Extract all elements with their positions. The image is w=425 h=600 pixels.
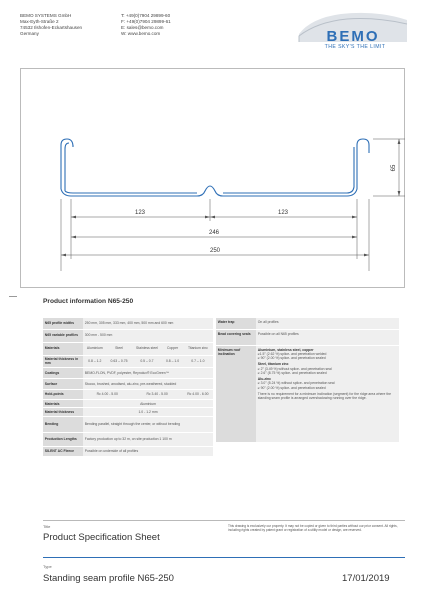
block-line: ≥1.5° (2.62 %) splice- and penetration welded bbox=[257, 351, 327, 356]
row-value: Factory production up to 32 m, on site production 1 100 m bbox=[83, 432, 213, 446]
table-row bbox=[43, 379, 213, 390]
company-street: Max-Eyth-Straße 2 bbox=[20, 19, 59, 24]
dim-middle-label: 246 bbox=[208, 230, 220, 236]
table-row bbox=[43, 368, 213, 379]
table-row bbox=[43, 355, 213, 368]
row-value: Aluminium bbox=[83, 400, 213, 408]
row-value: Possible on underside of all profiles bbox=[83, 446, 213, 456]
block-line: ≥ 90° (2.00 %) splice- and penetration sealed bbox=[257, 385, 326, 390]
dim-height-label: 65 bbox=[391, 164, 397, 172]
block-line: ≥ 3.0° (5.24 %) without splice- and penetration seal bbox=[257, 381, 335, 386]
spec-table-left bbox=[43, 318, 213, 457]
company-fax: F: +49(0)7904 29899-61 bbox=[121, 19, 171, 24]
block-line: ≥ 90° (2.00 %) splice- and penetration sealed bbox=[257, 356, 326, 360]
row-label: Materials bbox=[43, 400, 83, 408]
row-value: 300 mm - 500 mm bbox=[83, 329, 213, 342]
dim-right-label: 123 bbox=[277, 210, 289, 216]
company-country: Germany bbox=[20, 31, 39, 36]
inclination-block-aluminium bbox=[258, 348, 397, 361]
cell: Copper bbox=[162, 342, 182, 355]
bemo-logo-mark bbox=[297, 12, 409, 44]
row-label: Material thickness in mm bbox=[43, 355, 83, 368]
company-email[interactable]: E: sales@bemo.com bbox=[121, 25, 164, 30]
row-label: N65 variable profiles bbox=[43, 329, 83, 342]
table-row bbox=[43, 400, 213, 408]
table-row bbox=[43, 432, 213, 446]
inclination-block-aluzinc bbox=[258, 377, 397, 390]
cell: Aluminium bbox=[83, 342, 107, 355]
row-value: On all profiles bbox=[256, 318, 399, 329]
cell: Titanium zinc bbox=[183, 342, 213, 355]
block-line: ≥ 2° (3.49 %) without splice- and penetration seal bbox=[257, 366, 332, 371]
table-row bbox=[43, 408, 213, 416]
row-label: SILENT AC Fleece bbox=[43, 446, 83, 456]
table-row bbox=[43, 416, 213, 432]
row-value: BEMO-FLON, PVDF, polyester, Reynolux® EcoGreen™ bbox=[83, 368, 213, 379]
profile-section-svg bbox=[21, 69, 406, 289]
row-label: Surface bbox=[43, 379, 83, 390]
company-city: 74532 Ilshofen-Eckartshausen bbox=[20, 25, 83, 30]
row-label: N65 profile widths bbox=[43, 318, 83, 329]
cell: 0.7 – 1.0 bbox=[183, 355, 213, 368]
cell: 0.8 – 1.0 bbox=[162, 355, 182, 368]
inclination-note: There is no requirement for a minimum inclination (segment) for the ridge area where the standing seam profile is arranged overshadowing running over the ridge. bbox=[257, 391, 392, 401]
cell: Steel bbox=[107, 342, 132, 355]
dim-left-label: 123 bbox=[134, 210, 146, 216]
title-caption: Title bbox=[43, 524, 51, 529]
row-value: 1.0 - 1.2 mm bbox=[83, 408, 213, 416]
type-caption: Type bbox=[43, 564, 52, 569]
table-row bbox=[43, 446, 213, 456]
logo-wordmark: BEMO bbox=[326, 28, 380, 44]
row-value: 250 mm, 305 mm, 333 mm, 400 mm, 500 mm and 600 mm bbox=[83, 318, 213, 329]
company-contacts bbox=[121, 13, 171, 37]
block-title: Aluminium, stainless steel, copper bbox=[257, 347, 314, 352]
row-label: Minimum roof inclination bbox=[216, 346, 256, 442]
company-name: BEMO SYSTEMS GmbH bbox=[20, 13, 72, 18]
row-label: Material thickness bbox=[43, 408, 83, 416]
row-value: Bending parallel, straight through the center, or without bending bbox=[83, 416, 213, 432]
company-address bbox=[20, 13, 82, 37]
inclination-block-steel bbox=[258, 362, 397, 375]
cell: 0.5 – 0.7 bbox=[131, 355, 162, 368]
footer-divider-top bbox=[43, 520, 405, 521]
row-label: Bending bbox=[43, 416, 83, 432]
cell: 0.63 – 0.75 bbox=[107, 355, 132, 368]
dim-total-label: 250 bbox=[209, 248, 221, 254]
disclaimer: This drawing is exclusively our property. It may not be copied or given to third parties without our prior consent. All rights, including rights created by patent grant or registration of a utility model or design, are reserved. bbox=[228, 524, 398, 533]
document-date: 17/01/2019 bbox=[342, 573, 390, 584]
document-type: Standing seam profile N65-250 bbox=[43, 573, 174, 584]
document-title: Product Specification Sheet bbox=[43, 532, 160, 543]
row-label: Water trap bbox=[216, 318, 256, 329]
row-label: Production Lengths bbox=[43, 432, 83, 446]
row-value: Possible on all N65 profiles bbox=[256, 330, 399, 345]
fold-mark bbox=[9, 296, 17, 297]
row-value: Stucco, brushed, anodised, alu-zinc, pre-weathered, studded bbox=[83, 379, 213, 390]
cell: Rc 3.40 - 5.00 bbox=[131, 390, 182, 400]
block-title: Alu-zinc bbox=[257, 377, 271, 382]
dimension-lines bbox=[61, 139, 405, 271]
table-row bbox=[43, 390, 213, 400]
logo-slogan: THE SKY'S THE LIMIT bbox=[324, 44, 386, 50]
section-title: Product information N65-250 bbox=[43, 298, 134, 305]
cell: Stainless steel bbox=[131, 342, 162, 355]
row-label: Hold-points bbox=[43, 390, 83, 400]
profile-drawing bbox=[20, 68, 405, 288]
block-title: Steel, titanium zinc bbox=[257, 362, 289, 367]
cell: 0.8 – 1.2 bbox=[83, 355, 107, 368]
profile-outline bbox=[61, 139, 369, 196]
cell: Rc 4.00 - 6.00 bbox=[183, 390, 213, 400]
company-web[interactable]: W: www.bemo.com bbox=[121, 31, 161, 36]
block-line: ≥ 2.6° (8.75 %) splice- and penetration sealed bbox=[257, 370, 327, 375]
cell: Rc 4.00 - 5.00 bbox=[83, 390, 131, 400]
company-tel: T: +49(0)7904 29899-60 bbox=[121, 13, 171, 18]
table-row bbox=[43, 342, 213, 355]
row-label: Bead covering seals bbox=[216, 330, 256, 345]
row-value bbox=[256, 346, 399, 442]
dimension-arrows bbox=[61, 139, 400, 256]
table-row bbox=[43, 329, 213, 342]
row-label: Coatings bbox=[43, 368, 83, 379]
footer-divider-mid bbox=[43, 557, 405, 558]
table-row bbox=[43, 318, 213, 329]
row-label: Materials bbox=[43, 342, 83, 355]
